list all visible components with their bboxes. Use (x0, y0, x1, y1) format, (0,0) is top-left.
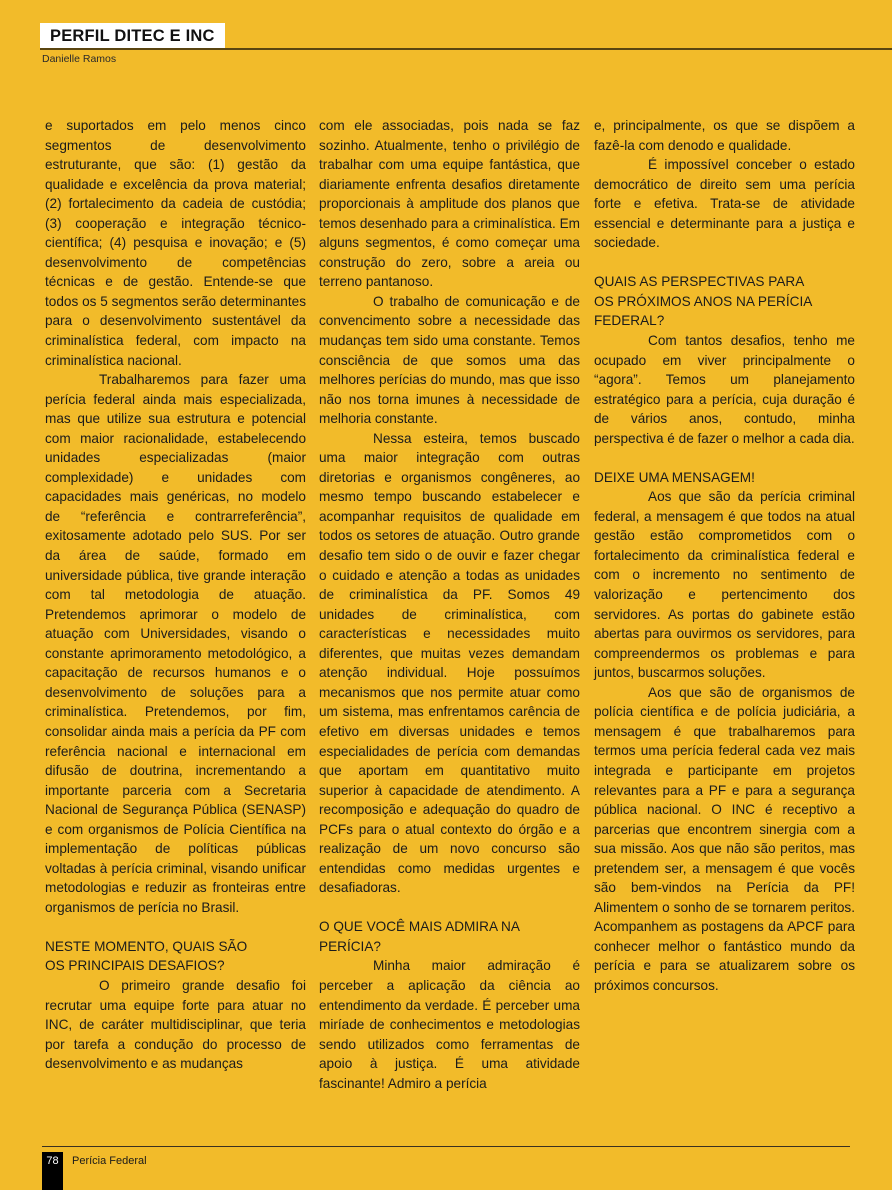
article-paragraph: Com tantos desafios, tenho me ocupado em viver principalmente o “agora”. Temos um planejamento estratégico para a perícia, cuja duração é de vários anos, contudo, minha perspectiva é de fazer o melhor a cada dia. (594, 332, 855, 446)
header-rule (40, 48, 892, 50)
article-paragraph: Trabalharemos para fazer uma perícia federal ainda mais especializada, mas que utilize sua estrutura e potencial com maior racionalidade, estabelecendo unidades especializadas (maior complexidade) e unidades com capacidades mais genéricas, no modelo de “referência e contrarreferência”, exitosamente adotado pelo SUS. Por ser da área de saúde, formado em universidade pública, tive grande interação com tal metodologia de atuação. Pretendemos aprimorar o modelo de atuação com Universidades, visando o constante aprimoramento metodológico, a capacitação de recursos humanos e o desenvolvimento de soluções para a criminalística. Pretendemos, por fim, consolidar ainda mais a perícia da PF com referência nacional e internacional em difusão de doutrina, incrementando a importante parceria com a Secretaria Nacional de Segurança Pública (SENASP) e com organismos de Polícia Científica na implementação de políticas públicas voltadas à perícia criminal, visando unificar metodologias e reduzir as fronteiras entre organismos de perícia no Brasil. (45, 372, 306, 915)
question-heading: O QUE VOCÊ MAIS ADMIRA NA PERÍCIA? (319, 919, 520, 954)
question-heading: DEIXE UMA MENSAGEM! (594, 469, 755, 485)
footer-rule (42, 1146, 850, 1147)
article-paragraph: e, principalmente, os que se dispõem a fazê-la com denodo e qualidade. (594, 118, 855, 153)
article-paragraph: Aos que são da perícia criminal federal, a mensagem é que todos na atual gestão estão comprometidos com o fortalecimento da criminalística federal e com o incremento no sentimento de valorização e pertencimento dos servidores. As portas do gabinete estão abertas para ouvirmos os servidores, para compreendermos os problemas e para juntos, buscarmos soluções. (594, 489, 855, 681)
article-paragraph: Nessa esteira, temos buscado uma maior integração com outras diretorias e organismos congêneres, ao mesmo tempo buscando estabelecer e acompanhar requisitos de qualidade em todos os setores de atuação. Outro grande desafio tem sido o de ouvir e fazer chegar o cuidado e atenção a todas as unidades de criminalística da PF. Somos 49 unidades de criminalística, com características e necessidades muito diferentes, que muitas vezes demandam atenção individual. Hoje possuímos mecanismos que nos permite atuar como um sistema, mas enfrentamos carência de efetivo em diversas unidades e temos especialidades de perícia com demandas que aportam em quantitativo muito superior à capacidade de atendimento. A recomposição e adequação do quadro de PCFs para o atual contexto do órgão e a realização de um novo concurso são entendidas como medidas urgentes e desafiadoras. (319, 430, 580, 896)
article-column-1 (45, 116, 306, 1074)
article-column-2 (319, 116, 580, 1093)
article-paragraph: O primeiro grande desafio foi recrutar uma equipe forte para atuar no INC, de caráter multidisciplinar, que teria por tarefa a condução do processo de desenvolvimento e as mudanças (45, 978, 306, 1072)
article-paragraph: Aos que são de organismos de polícia científica e de polícia judiciária, a mensagem é que trabalharemos para termos uma perícia federal cada vez mais integrada e participante em projetos relevantes para a PF e para a segurança pública nacional. O INC é receptivo a parcerias que encontrem sinergia com a sua missão. Aos que não são peritos, mas pretendem ser, a mensagem é que vocês são bem-vindos na Perícia da PF! Alimentem o sonho de se tornarem peritos. Acompanhem as postagens da APCF para conhecer melhor o fantástico mundo da perícia e para se atualizarem sobre os próximos concursos. (594, 684, 855, 993)
article-column-3 (594, 116, 855, 996)
question-heading: QUAIS AS PERSPECTIVAS PARA OS PRÓXIMOS ANOS NA PERÍCIA FEDERAL? (594, 274, 812, 329)
publication-name: Perícia Federal (72, 1155, 147, 1167)
page-number: 78 (42, 1152, 63, 1190)
article-paragraph: É impossível conceber o estado democrático de direito sem uma perícia forte e efetiva. Trata-se de atividade essencial e determinante para a justiça e sociedade. (594, 157, 855, 251)
article-paragraph: Minha maior admiração é perceber a aplicação da ciência ao entendimento da verdade. É perceber uma miríade de conhecimentos e metodologias sendo utilizados como ferramentas de apoio à justiça. É uma atividade fascinante! Admiro a perícia (319, 958, 580, 1091)
section-title: PERFIL DITEC E INC (50, 27, 215, 45)
author-name: Danielle Ramos (42, 53, 117, 65)
question-heading: NESTE MOMENTO, QUAIS SÃO OS PRINCIPAIS DESAFIOS? (45, 938, 248, 974)
article-paragraph: e suportados em pelo menos cinco segmentos de desenvolvimento estruturante, que são: (1) gestão da qualidade e excelência da prova material; (2) fortalecimento da cadeia de custódia; (3) cooperação e integração técnico-científica; (4) pesquisa e inovação; e (5) desenvolvimento de competências técnicas e de gestão. Entende-se que todos os 5 segmentos serão determinantes para o desenvolvimento sustentável da criminalística federal, com impacto na criminalística nacional. (45, 118, 306, 368)
article-paragraph: com ele associadas, pois nada se faz sozinho. Atualmente, tenho o privilégio de trabalhar com uma equipe fantástica, que diariamente enfrenta desafios diretamente proporcionais à amplitude dos planos que temos desenhado para a criminalística. Em alguns segmentos, é como começar uma construção do zero, sobre a areia ou terreno pantanoso. (319, 118, 580, 290)
article-paragraph: O trabalho de comunicação e de convencimento sobre a necessidade das mudanças tem sido uma constante. Temos consciência de que somos uma das melhores perícias do mundo, mas que isso não nos torna imunes à necessidade de melhoria constante. (319, 293, 580, 427)
section-title-box (40, 23, 225, 48)
